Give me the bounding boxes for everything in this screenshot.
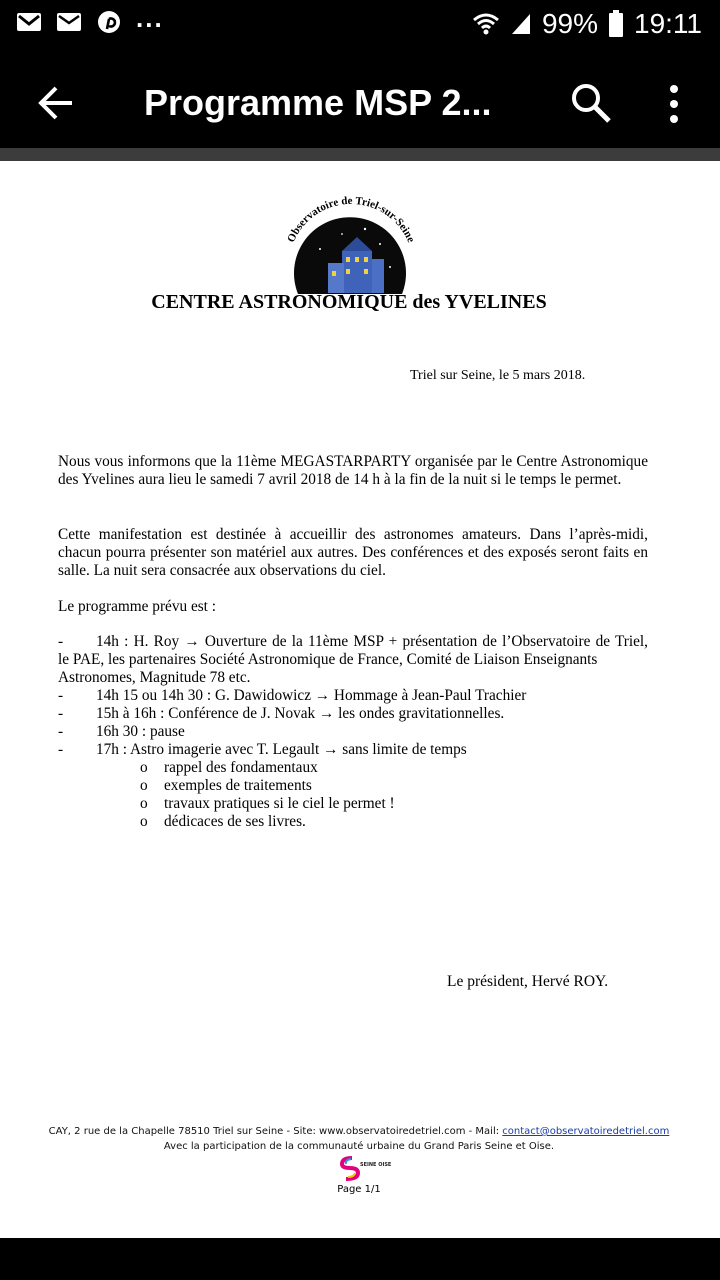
sub-list-item — [140, 813, 678, 831]
wifi-icon — [472, 12, 500, 36]
list-item — [58, 687, 678, 705]
battery-percent: 99% — [541, 8, 598, 39]
paragraph-description: Cette manifestation est destinée à accueillir des astronomes amateurs. Dans l’après-midi, chacun pourra présenter son matériel aux autres. Des conférences et des exposés seront faits en salle. La nuit sera consacrée aux observations du ciel. — [58, 526, 648, 579]
list-dash: - — [58, 705, 64, 722]
mail-icon — [56, 10, 82, 34]
sub-list-item — [140, 777, 678, 795]
seine-oise-logo — [338, 1155, 392, 1181]
search-icon[interactable] — [570, 82, 612, 124]
overflow-menu-icon[interactable] — [664, 84, 684, 124]
logo-text: Observatoire de Triel-sur-Seine — [285, 194, 417, 245]
sub-list-item — [140, 795, 678, 813]
document-page[interactable] — [0, 161, 720, 1238]
program-item-text: 14h 15 ou 14h 30 : G. Dawidowicz → Hommage à Jean-Paul Trachier — [96, 687, 527, 704]
more-notifications: ... — [136, 3, 164, 33]
list-item — [58, 741, 678, 759]
clock: 19:11 — [634, 8, 702, 39]
sub-list-item — [140, 759, 678, 777]
gmail-icon — [16, 10, 42, 34]
paragraph-program-intro: Le programme prévu est : — [58, 598, 217, 615]
list-dash: - — [58, 633, 64, 650]
footer-email-link[interactable]: contact@observatoiredetriel.com — [502, 1126, 670, 1137]
program-item-text: 16h 30 : pause — [96, 723, 185, 740]
program-item-text: 14h : H. Roy → Ouverture de la 11ème MSP + présentation de l’Observatoire de Triel, — [96, 633, 648, 650]
page-number: Page 1/1 — [337, 1184, 381, 1195]
battery-icon — [608, 10, 624, 38]
footer-participation: Avec la participation de la communauté urbaine du Grand Paris Seine et Oise. — [163, 1141, 555, 1152]
program-item-text: 15h à 16h : Conférence de J. Novak → les ondes gravitationnelles. — [96, 705, 505, 722]
program-item-continuation: le PAE, les partenaires Société Astronomique de France, Comité de Liaison Enseignants Astronomes, Magnitude 78 etc. — [58, 651, 598, 686]
date-line: Triel sur Seine, le 5 mars 2018. — [410, 368, 586, 383]
list-dash: - — [58, 723, 64, 740]
paragraph-intro: Nous vous informons que la 11ème MEGASTARPARTY organisée par le Centre Astronomique des Yvelines aura lieu le samedi 7 avril 2018 de 14 h à la fin de la nuit si le temps le permet. — [58, 453, 648, 488]
sub-item-text: rappel des fondamentaux — [164, 759, 318, 776]
sub-bullet: o — [140, 795, 148, 812]
footer-address-line — [0, 1126, 718, 1137]
program-list — [58, 633, 678, 831]
signature: Le président, Hervé ROY. — [447, 973, 609, 990]
sub-bullet: o — [140, 813, 148, 830]
sub-item-text: exemples de traitements — [164, 777, 312, 794]
sub-item-text: dédicaces de ses livres. — [164, 813, 306, 830]
back-arrow-icon[interactable] — [36, 83, 76, 123]
program-item-text: 17h : Astro imagerie avec T. Legault → sans limite de temps — [96, 741, 467, 758]
bottom-bar — [0, 1238, 720, 1280]
sub-item-text: travaux pratiques si le ciel le permet ! — [164, 795, 395, 812]
list-item — [58, 705, 678, 723]
toolbar-divider — [0, 148, 720, 161]
app-toolbar — [0, 50, 720, 148]
organization-name: CENTRE ASTRONOMIQUE des YVELINES — [151, 291, 547, 313]
document-title: Programme MSP 2... — [144, 82, 492, 123]
list-item — [58, 633, 678, 687]
list-item — [58, 723, 678, 741]
notification-icons — [16, 3, 164, 34]
status-bar — [0, 0, 720, 50]
list-dash: - — [58, 741, 64, 758]
list-dash: - — [58, 687, 64, 704]
seine-logo-text: SEINE OISE — [360, 1162, 392, 1168]
signal-icon — [510, 12, 532, 36]
sub-bullet: o — [140, 777, 148, 794]
pinterest-icon — [96, 10, 122, 34]
sub-bullet: o — [140, 759, 148, 776]
footer-address: CAY, 2 rue de la Chapelle 78510 Triel sur Seine - Site: www.observatoiredetriel.com - Mail: — [48, 1126, 500, 1137]
